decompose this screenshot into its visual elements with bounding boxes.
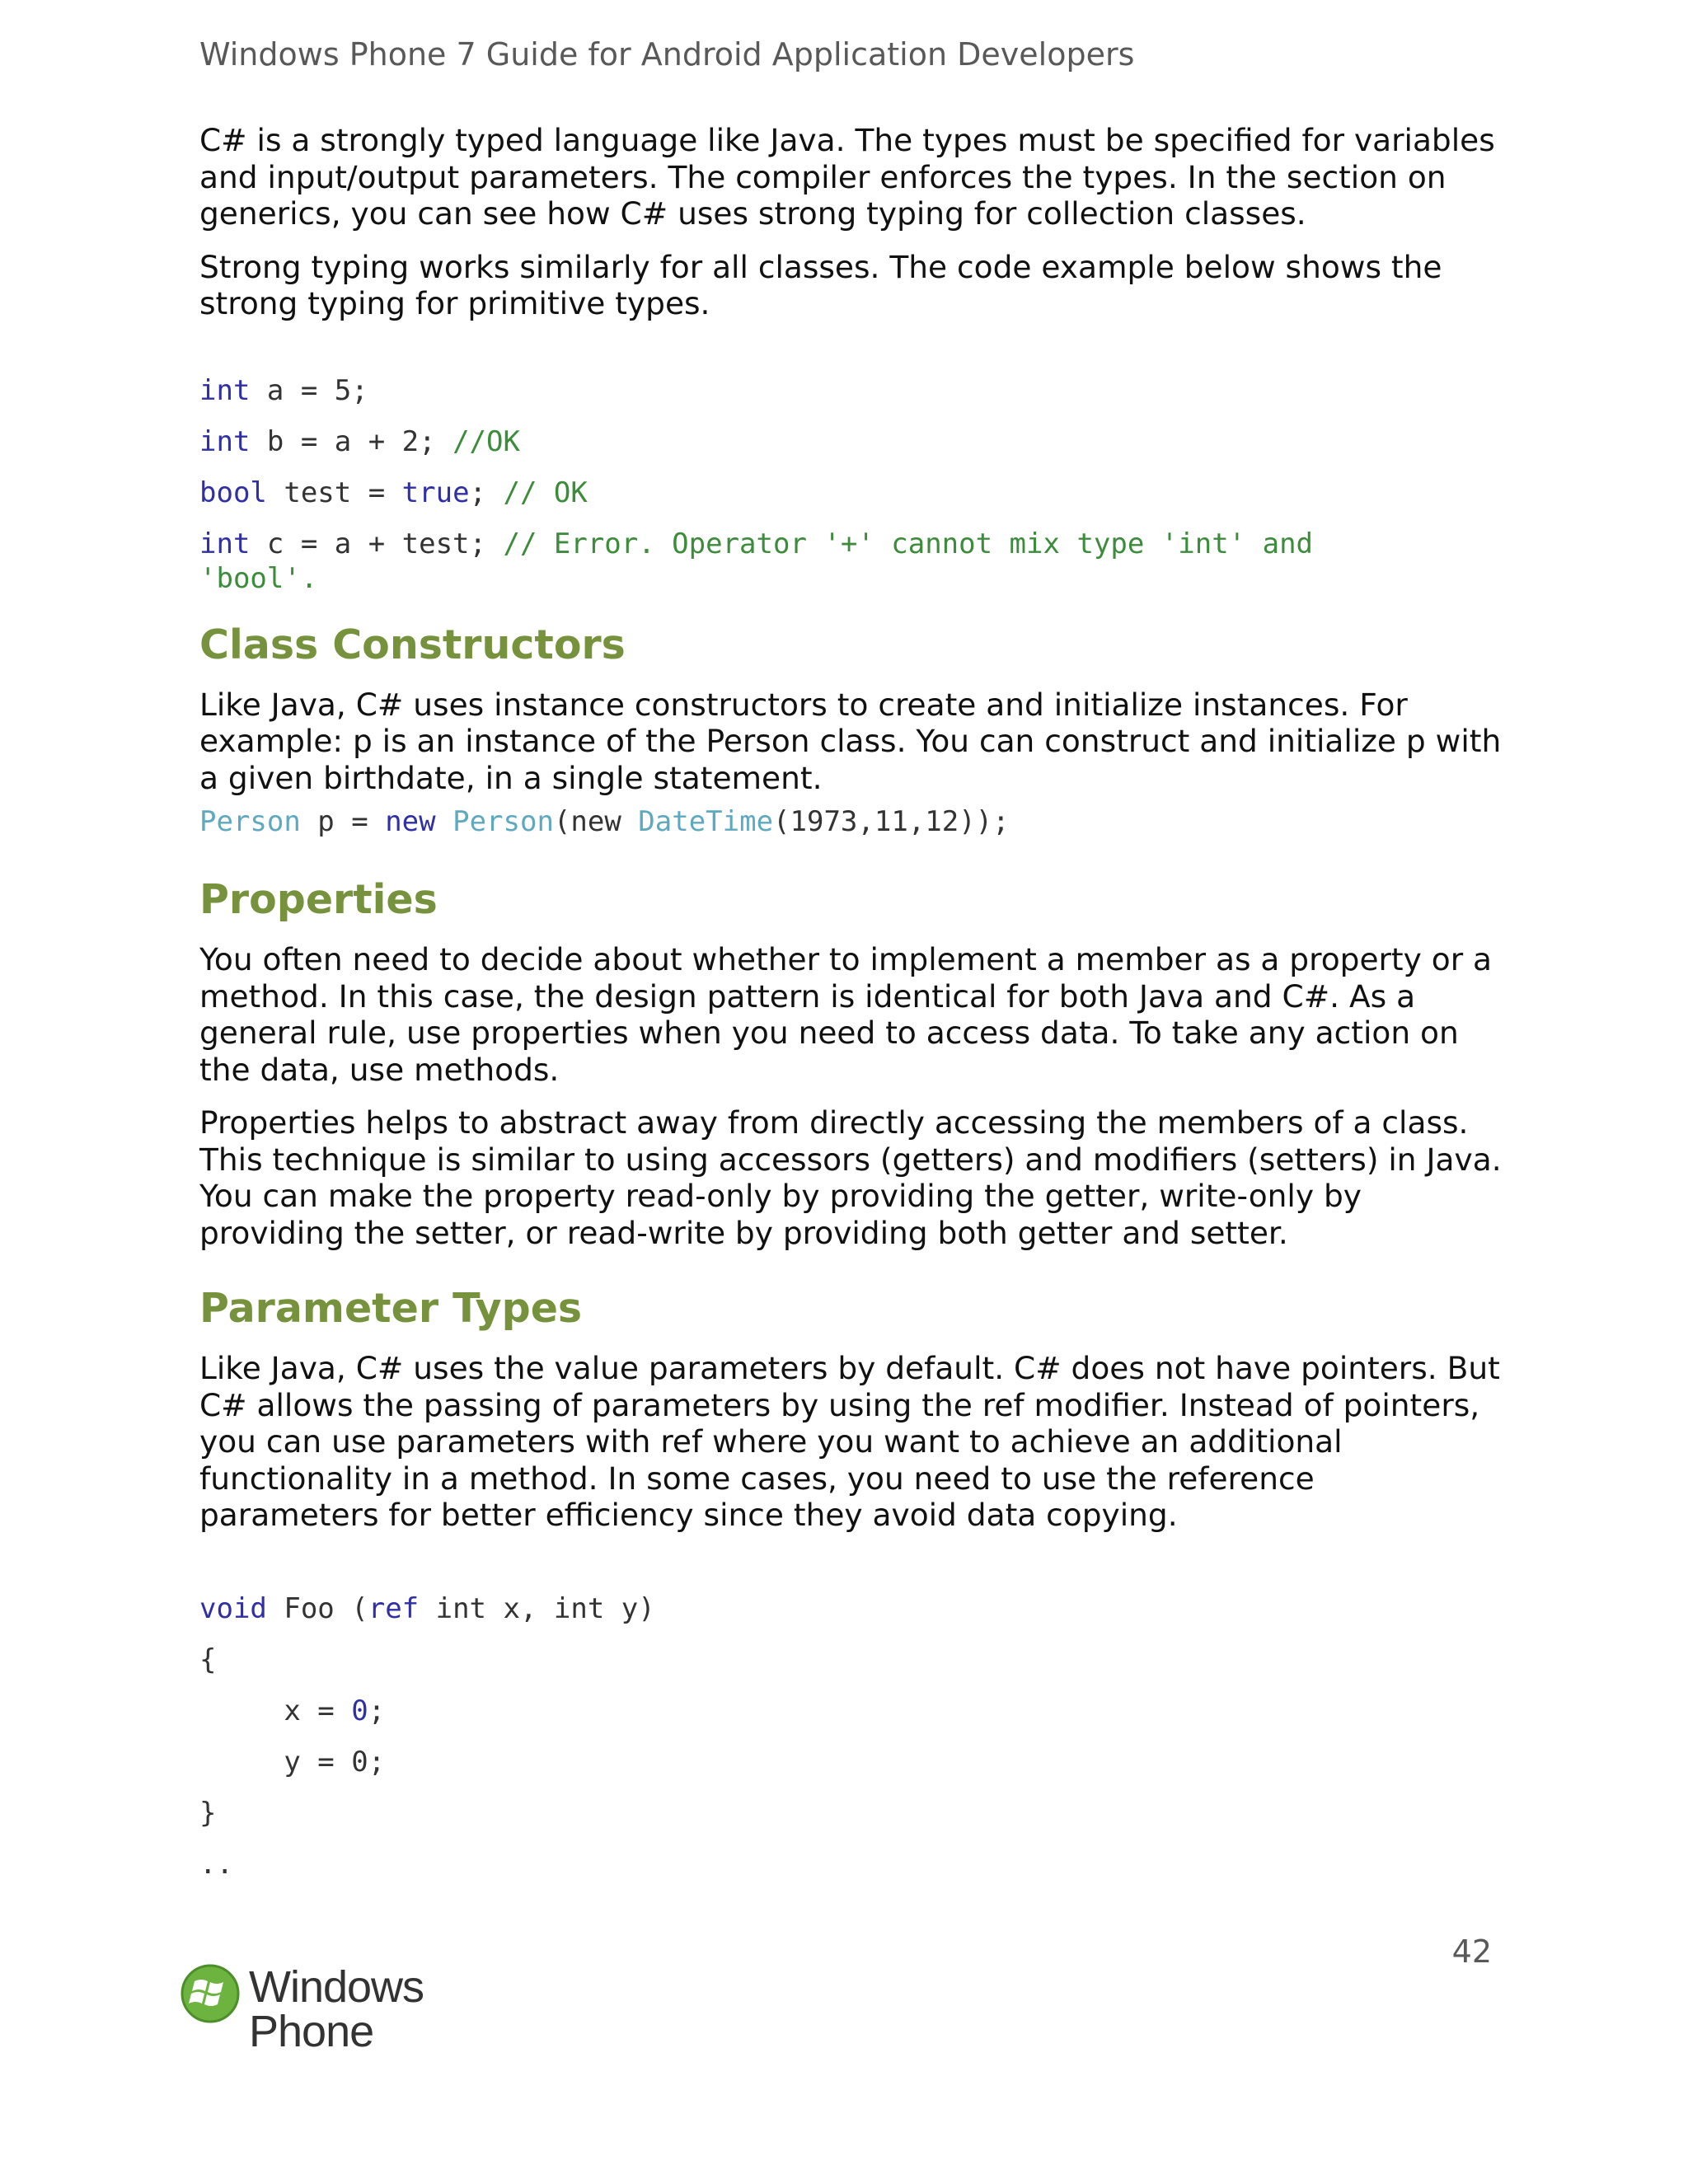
paragraph-constructors: Like Java, C# uses instance constructors to create and initialize instances. For example: p is an instance of the Person class. You can construct and initialize p with a given birthdate, in a single statement. bbox=[199, 686, 1502, 796]
code-text: p = bbox=[300, 805, 386, 838]
code-line bbox=[199, 1694, 1502, 1728]
code-line bbox=[199, 1591, 1502, 1626]
heading-properties: Properties bbox=[199, 876, 438, 923]
code-text: Foo ( bbox=[266, 1591, 368, 1625]
code-line bbox=[199, 1847, 1502, 1882]
code-line bbox=[199, 476, 1502, 510]
code-text bbox=[436, 805, 452, 838]
code-comment: 'bool'. bbox=[199, 561, 318, 595]
code-line bbox=[199, 1745, 1502, 1779]
code-text: { bbox=[199, 1643, 217, 1676]
code-text: test = bbox=[266, 476, 402, 509]
code-text: ; bbox=[368, 1694, 386, 1727]
code-keyword: ref bbox=[368, 1591, 420, 1625]
paragraph-properties-accessors: Properties helps to abstract away from directly accessing the members of a class. This technique is similar to using accessors (getters) and modifiers (setters) in Java. You can make the property read-only by providing the getter, write-only by providing the setter, or read-write by providing both getter and setter. bbox=[199, 1104, 1502, 1251]
code-text: a = 5; bbox=[250, 373, 368, 407]
code-number: 0 bbox=[351, 1694, 368, 1727]
windows-phone-logo bbox=[180, 1961, 443, 2059]
heading-class-constructors: Class Constructors bbox=[199, 621, 626, 668]
logo-word-windows: Windows bbox=[249, 1962, 424, 2012]
code-type: Person bbox=[452, 805, 554, 838]
code-text: int x, int y) bbox=[419, 1591, 655, 1625]
code-keyword: void bbox=[199, 1591, 267, 1625]
code-line bbox=[199, 424, 1502, 459]
code-block-primitive-types bbox=[199, 373, 1502, 596]
code-keyword: int bbox=[199, 424, 251, 458]
logo-word-phone: Phone bbox=[249, 2007, 374, 2056]
code-block-ref-parameter bbox=[199, 1591, 1502, 1882]
code-line bbox=[199, 527, 1502, 561]
code-line bbox=[199, 1643, 1502, 1677]
code-type: DateTime bbox=[638, 805, 774, 838]
code-keyword: int bbox=[199, 373, 251, 407]
code-text: .. bbox=[199, 1847, 233, 1881]
paragraph-strong-typing-example: Strong typing works similarly for all classes. The code example below shows the strong typing for primitive types. bbox=[199, 248, 1442, 321]
paragraph-properties-methods: You often need to decide about whether to implement a member as a property or a method. In this case, the design pattern is identical for both Java and C#. As a general rule, use properties when you need to access data. To take any action on the data, use methods. bbox=[199, 941, 1493, 1088]
paragraph-parameter-types: Like Java, C# uses the value parameters by default. C# does not have pointers. But C# allows the passing of parameters by using the ref modifier. Instead of pointers, you can use parameters with ref where you want to achieve an additional functionality in a method. In some cases, you need to use the reference parameters for better efficiency since they avoid data copying. bbox=[199, 1350, 1500, 1533]
code-text: x = bbox=[199, 1694, 352, 1727]
code-line bbox=[199, 561, 1502, 596]
code-text: y = 0; bbox=[199, 1745, 386, 1779]
code-line bbox=[199, 373, 1502, 408]
running-header: Windows Phone 7 Guide for Android Application Developers bbox=[199, 36, 1135, 73]
code-block-constructor bbox=[199, 804, 1502, 839]
code-text: } bbox=[199, 1796, 217, 1830]
code-text: (1973,11,12)); bbox=[773, 805, 1010, 838]
page-content bbox=[199, 122, 1502, 1882]
code-type: Person bbox=[199, 805, 301, 838]
code-text: c = a + test; bbox=[250, 527, 504, 560]
code-text: (new bbox=[553, 805, 639, 838]
code-line bbox=[199, 804, 1502, 839]
code-keyword: bool bbox=[199, 476, 267, 509]
code-comment: // OK bbox=[503, 476, 588, 509]
windows-flag-icon bbox=[180, 1963, 241, 2024]
paragraph-strong-typing: C# is a strongly typed language like Java. The types must be specified for variables and input/output parameters. The compiler enforces the types. In the section on generics, you can see how C# uses strong typing for collection classes. bbox=[199, 122, 1495, 232]
code-keyword: new bbox=[385, 805, 436, 838]
code-keyword: int bbox=[199, 527, 251, 560]
code-comment: //OK bbox=[452, 424, 520, 458]
code-keyword: true bbox=[401, 476, 470, 509]
code-text: b = a + 2; bbox=[250, 424, 453, 458]
page-number: 42 bbox=[1451, 1933, 1492, 1970]
code-comment: // Error. Operator '+' cannot mix type 'int' and bbox=[503, 527, 1314, 560]
code-line bbox=[199, 1796, 1502, 1830]
code-text: ; bbox=[469, 476, 504, 509]
heading-parameter-types: Parameter Types bbox=[199, 1285, 583, 1332]
